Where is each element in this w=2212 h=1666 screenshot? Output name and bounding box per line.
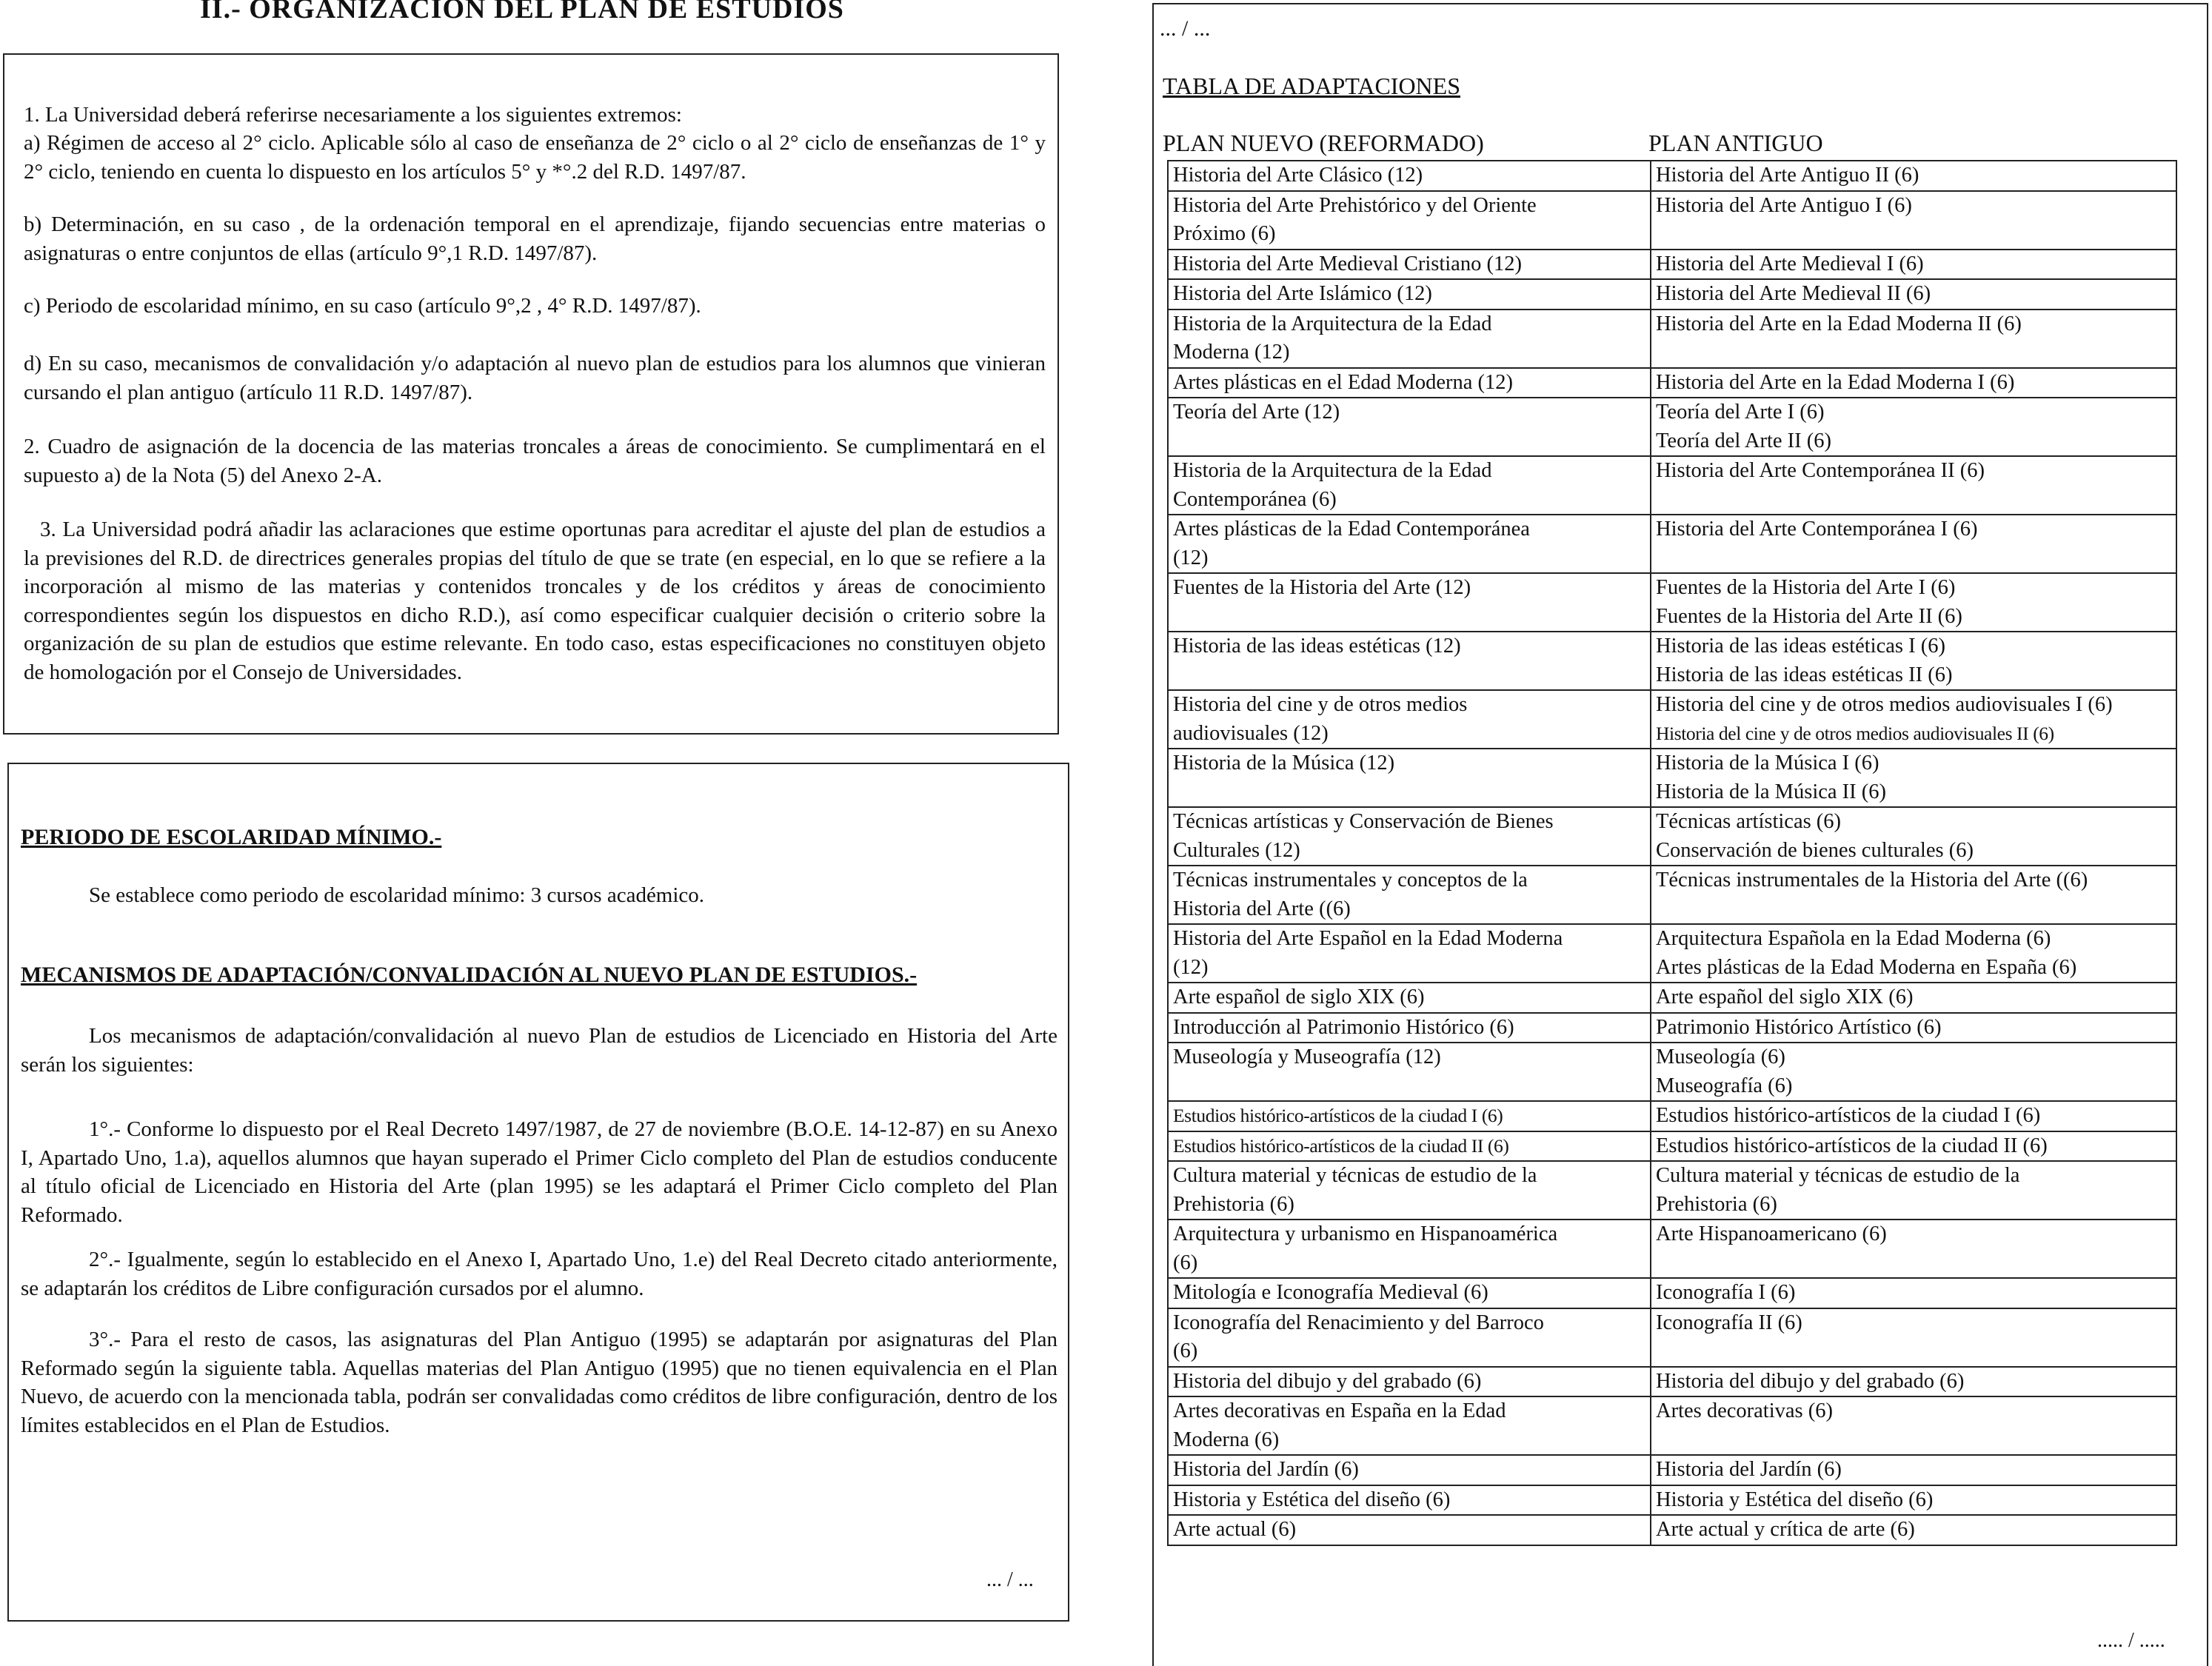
cell-line: Prehistoria (6)	[1656, 1192, 1777, 1216]
cell-plan-nuevo	[1168, 1367, 1651, 1397]
table-row	[1168, 1308, 2176, 1367]
periodo-heading: PERIODO DE ESCOLARIDAD MÍNIMO.-	[21, 825, 442, 849]
table-row	[1168, 1043, 2176, 1101]
cell-line: Técnicas artísticas (6)	[1656, 810, 1842, 833]
cell-plan-nuevo	[1168, 1455, 1651, 1485]
mecanismos-item-3: 3°.- Para el resto de casos, las asignaturas del Plan Antiguo (1995) se adaptarán por asignaturas del Plan Reformado según la siguiente tabla. Aquellas materias del Plan Antiguo (1995) que no tienen equivalencia en el Plan Nuevo, de acuerdo con la mencionada tabla, podrán ser convalidadas como créditos de libre configuración, dentro de los límites establecidos en el Plan de Estudios.	[21, 1328, 1057, 1437]
table-row	[1168, 807, 2176, 866]
cell-line: Estudios histórico-artísticos de la ciudad I (6)	[1173, 1105, 1503, 1126]
table-row	[1168, 573, 2176, 632]
cell-line: Historia del cine y de otros medios audiovisuales II (6)	[1656, 722, 2054, 744]
cell-line: Artes plásticas en el Edad Moderna (12)	[1173, 370, 1514, 394]
cell-plan-nuevo	[1168, 1220, 1651, 1278]
cell-plan-nuevo	[1168, 1308, 1651, 1367]
cell-line: Museografía (6)	[1656, 1074, 1793, 1097]
cell-line: Técnicas artísticas y Conservación de Bienes	[1173, 810, 1554, 833]
cell-plan-antiguo	[1651, 807, 2176, 866]
cell-plan-antiguo	[1651, 983, 2176, 1013]
table-row	[1168, 456, 2176, 515]
cell-plan-antiguo	[1651, 1308, 2176, 1367]
cell-line: Estudios histórico-artísticos de la ciudad II (6)	[1173, 1134, 1509, 1157]
cell-plan-nuevo	[1168, 1515, 1651, 1545]
cell-plan-antiguo	[1651, 1013, 2176, 1043]
cell-line: Técnicas instrumentales de la Historia del Arte ((6)	[1656, 869, 2088, 891]
cell-plan-antiguo	[1651, 515, 2176, 573]
cell-line: Iconografía del Renacimiento y del Barroco	[1173, 1311, 1544, 1334]
cell-line: (6)	[1173, 1251, 1198, 1274]
table-row	[1168, 983, 2176, 1013]
cell-line: Arquitectura y urbanismo en Hispanoamérica	[1173, 1222, 1558, 1245]
cell-plan-antiguo	[1651, 924, 2176, 983]
table-row	[1168, 250, 2176, 280]
cell-line: Cultura material y técnicas de estudio de la	[1656, 1164, 2020, 1187]
table-row	[1168, 368, 2176, 398]
cell-line: Artes decorativas (6)	[1656, 1399, 1833, 1422]
cell-plan-nuevo	[1168, 368, 1651, 398]
cell-plan-antiguo	[1651, 632, 2176, 690]
cell-line: Teoría del Arte (12)	[1173, 401, 1340, 424]
cell-line: Historia de las ideas estéticas II (6)	[1656, 663, 1953, 686]
cell-plan-antiguo	[1651, 250, 2176, 280]
cell-line: Técnicas instrumentales y conceptos de la	[1173, 869, 1528, 891]
cell-plan-nuevo	[1168, 866, 1651, 924]
table-row	[1168, 191, 2176, 250]
cell-line: Historia del Jardín (6)	[1173, 1458, 1359, 1481]
cell-plan-antiguo	[1651, 690, 2176, 749]
cell-plan-nuevo	[1168, 1161, 1651, 1220]
table-row	[1168, 1396, 2176, 1455]
cell-plan-antiguo	[1651, 1278, 2176, 1308]
table-row	[1168, 1161, 2176, 1220]
note-1-c: c) Periodo de escolaridad mínimo, en su caso (artículo 9°,2 , 4° R.D. 1497/87).	[24, 294, 701, 318]
cell-plan-nuevo	[1168, 279, 1651, 310]
cell-plan-antiguo	[1651, 1220, 2176, 1278]
cell-line: Arte Hispanoamericano (6)	[1656, 1222, 1887, 1245]
table-row	[1168, 1485, 2176, 1516]
cell-line: Artes plásticas de la Edad Contemporánea	[1173, 518, 1530, 541]
cell-plan-nuevo	[1168, 632, 1651, 690]
cell-line: Artes plásticas de la Edad Moderna en España (6)	[1656, 955, 2077, 979]
periodo-text: Se establece como periodo de escolaridad mínimo: 3 cursos académico.	[89, 883, 705, 907]
cell-line: Historia de las ideas estéticas I (6)	[1656, 635, 1945, 658]
adaptation-table	[1167, 160, 2177, 1546]
instructions-box	[3, 53, 1059, 735]
cell-plan-antiguo	[1651, 456, 2176, 515]
cell-plan-antiguo	[1651, 368, 2176, 398]
cell-line: Historia del Arte Islámico (12)	[1173, 282, 1432, 305]
cell-plan-nuevo	[1168, 1043, 1651, 1101]
cell-line: audiovisuales (12)	[1173, 721, 1329, 745]
table-row	[1168, 1101, 2176, 1131]
cell-line: Historia del cine y de otros medios audiovisuales I (6)	[1656, 693, 2113, 716]
cell-line: Historia de la Música I (6)	[1656, 752, 1879, 775]
table-row	[1168, 632, 2176, 690]
cell-line: Historia del Arte Prehistórico y del Oriente	[1173, 193, 1537, 217]
header-plan-antiguo: PLAN ANTIGUO	[1648, 130, 1823, 156]
cell-plan-antiguo	[1651, 1455, 2176, 1485]
cell-line: Conservación de bienes culturales (6)	[1656, 838, 1974, 862]
cell-plan-antiguo	[1651, 1485, 2176, 1516]
cell-plan-nuevo	[1168, 398, 1651, 456]
cell-line: Historia de la Música (12)	[1173, 752, 1395, 775]
cell-plan-nuevo	[1168, 456, 1651, 515]
cell-plan-antiguo	[1651, 1161, 2176, 1220]
cell-plan-antiguo	[1651, 1367, 2176, 1397]
cell-line: Cultura material y técnicas de estudio de la	[1173, 1164, 1537, 1187]
cell-plan-antiguo	[1651, 1396, 2176, 1455]
table-row	[1168, 310, 2176, 368]
cell-line: Arte español del siglo XIX (6)	[1656, 986, 1914, 1008]
adaptation-box	[7, 763, 1069, 1622]
cell-line: Artes decorativas en España en la Edad	[1173, 1399, 1506, 1422]
cell-line: Arte actual y crítica de arte (6)	[1656, 1518, 1915, 1541]
cell-plan-nuevo	[1168, 1485, 1651, 1516]
cell-plan-nuevo	[1168, 1278, 1651, 1308]
cell-plan-nuevo	[1168, 161, 1651, 191]
cell-line: Historia de la Arquitectura de la Edad	[1173, 459, 1492, 482]
cell-line: (12)	[1173, 955, 1209, 979]
cell-line: Teoría del Arte I (6)	[1656, 401, 1825, 424]
cell-line: Contemporánea (6)	[1173, 487, 1337, 511]
cell-plan-antiguo	[1651, 310, 2176, 368]
table-row	[1168, 279, 2176, 310]
cell-plan-nuevo	[1168, 924, 1651, 983]
cell-line: Historia del Arte Contemporánea II (6)	[1656, 459, 1985, 482]
cell-line: Estudios histórico-artísticos de la ciudad I (6)	[1656, 1104, 2041, 1127]
cell-plan-antiguo	[1651, 1131, 2176, 1162]
cell-plan-antiguo	[1651, 749, 2176, 807]
cell-plan-antiguo	[1651, 161, 2176, 191]
cell-plan-antiguo	[1651, 1515, 2176, 1545]
table-row	[1168, 1455, 2176, 1485]
table-row	[1168, 1131, 2176, 1162]
mecanismos-heading: MECANISMOS DE ADAPTACIÓN/CONVALIDACIÓN AL NUEVO PLAN DE ESTUDIOS.-	[21, 963, 918, 987]
cell-line: Arquitectura Española en la Edad Moderna (6)	[1656, 927, 2051, 950]
note-1-a: a) Régimen de acceso al 2° ciclo. Aplicable sólo al caso de enseñanza de 2° ciclo o al 2° ciclo de enseñanzas de 1° y 2° ciclo, teniendo en cuenta lo dispuesto en los artículos 5° y *°.2 del R.D. 1497/87.	[24, 131, 1046, 184]
table-row	[1168, 1220, 2176, 1278]
cell-line: Iconografía I (6)	[1656, 1281, 1796, 1304]
cell-line: Historia del Arte en la Edad Moderna I (6)	[1656, 370, 2015, 394]
note-1-b: b) Determinación, en su caso , de la ordenación temporal en el aprendizaje, fijando secuencias entre materias o asignaturas o entre conjuntos de ellas (artículo 9°,1 R.D. 1497/87).	[24, 213, 1046, 265]
cell-line: Historia del Arte Español en la Edad Moderna	[1173, 927, 1563, 950]
cell-line: Próximo (6)	[1173, 222, 1276, 245]
cell-line: Moderna (12)	[1173, 341, 1290, 364]
cell-line: Culturales (12)	[1173, 838, 1300, 862]
cell-line: (12)	[1173, 546, 1209, 569]
cell-plan-nuevo	[1168, 1101, 1651, 1131]
table-row	[1168, 924, 2176, 983]
cell-line: Historia y Estética del diseño (6)	[1173, 1488, 1451, 1511]
page-title: II.- ORGANIZACION DEL PLAN DE ESTUDIOS	[200, 0, 844, 24]
cell-plan-nuevo	[1168, 1013, 1651, 1043]
cell-line: Historia de la Arquitectura de la Edad	[1173, 312, 1492, 335]
cell-line: Historia del dibujo y del grabado (6)	[1656, 1369, 1965, 1393]
cell-line: Historia del Arte Antiguo I (6)	[1656, 193, 1912, 217]
cell-line: (6)	[1173, 1339, 1198, 1362]
cell-line: Mitología e Iconografía Medieval (6)	[1173, 1281, 1488, 1304]
mecanismos-item-2: 2°.- Igualmente, según lo establecido en el Anexo I, Apartado Uno, 1.e) del Real Decreto citado anteriormente, se adaptarán los créditos de Libre configuración cursados por el alumno.	[21, 1248, 1057, 1300]
cell-line: Patrimonio Histórico Artístico (6)	[1656, 1015, 1942, 1039]
cell-line: Fuentes de la Historia del Arte I (6)	[1656, 576, 1956, 599]
cell-plan-antiguo	[1651, 573, 2176, 632]
cell-line: Estudios histórico-artísticos de la ciudad II (6)	[1656, 1134, 2048, 1157]
cell-line: Historia del Arte ((6)	[1173, 897, 1351, 920]
cell-plan-nuevo	[1168, 983, 1651, 1013]
table-row	[1168, 1013, 2176, 1043]
cell-line: Historia de la Música II (6)	[1656, 780, 1887, 803]
cell-plan-nuevo	[1168, 191, 1651, 250]
cell-line: Introducción al Patrimonio Histórico (6)	[1173, 1015, 1514, 1039]
cell-line: Historia del Arte Medieval II (6)	[1656, 282, 1931, 305]
continuation-mark: ... / ...	[986, 1568, 1034, 1591]
cell-line: Historia del dibujo y del grabado (6)	[1173, 1369, 1482, 1393]
cell-plan-nuevo	[1168, 250, 1651, 280]
table-row	[1168, 866, 2176, 924]
note-1-d: d) En su caso, mecanismos de convalidación y/o adaptación al nuevo plan de estudios para los alumnos que vinieran cursando el plan antiguo (artículo 11 R.D. 1497/87).	[24, 352, 1046, 404]
cell-line: Historia del Arte en la Edad Moderna II (6)	[1656, 312, 2022, 335]
cell-plan-nuevo	[1168, 515, 1651, 573]
table-row	[1168, 690, 2176, 749]
cell-line: Fuentes de la Historia del Arte (12)	[1173, 576, 1471, 599]
cell-line: Prehistoria (6)	[1173, 1192, 1294, 1216]
cell-plan-nuevo	[1168, 690, 1651, 749]
table-row	[1168, 515, 2176, 573]
table-row	[1168, 1515, 2176, 1545]
table-row	[1168, 1367, 2176, 1397]
note-3: 3. La Universidad podrá añadir las aclaraciones que estime oportunas para acreditar el ajuste del plan de estudios a la previsiones del R.D. de directrices generales propias del título de que se trate (en especial, en lo que se refiere a la incorporación al mismo de las materias y contenidos troncales y de los créditos y áreas de conocimiento correspondientes según los dispuestos en dicho R.D.), así como especificar cualquier decisión o criterio sobre la organización de su plan de estudios que estime relevante. En todo caso, estas especificaciones no constituyen objeto de homologación por el Consejo de Universidades.	[24, 518, 1046, 684]
cell-plan-antiguo	[1651, 1101, 2176, 1131]
note-2: 2. Cuadro de asignación de la docencia de las materias troncales a áreas de conocimiento. Se cumplimentará en el supuesto a) de la Nota (5) del Anexo 2-A.	[24, 435, 1046, 487]
header-plan-nuevo: PLAN NUEVO (REFORMADO)	[1163, 130, 1484, 156]
table-row	[1168, 749, 2176, 807]
cell-plan-antiguo	[1651, 1043, 2176, 1101]
cell-line: Historia del Arte Contemporánea I (6)	[1656, 518, 1978, 541]
cell-plan-nuevo	[1168, 573, 1651, 632]
note-1-intro: 1. La Universidad deberá referirse necesariamente a los siguientes extremos:	[24, 103, 682, 127]
cell-line: Historia y Estética del diseño (6)	[1656, 1488, 1934, 1511]
cell-line: Teoría del Arte II (6)	[1656, 429, 1831, 452]
table-row	[1168, 398, 2176, 456]
cell-line: Historia del cine y de otros medios	[1173, 693, 1468, 716]
mecanismos-item-1: 1°.- Conforme lo dispuesto por el Real Decreto 1497/1987, de 27 de noviembre (B.O.E. 14-12-87) en su Anexo I, Apartado Uno, 1.a), aquellos alumnos que hayan superado el Primer Ciclo completo del Plan de estudios conducente al título oficial de Licenciado en Historia del Arte (plan 1995) se les adaptará el Primer Ciclo completo del Plan Reformado.	[21, 1117, 1057, 1227]
cell-plan-nuevo	[1168, 1131, 1651, 1162]
cell-line: Museología (6)	[1656, 1046, 1785, 1068]
cell-line: Arte actual (6)	[1173, 1518, 1297, 1541]
cell-plan-antiguo	[1651, 191, 2176, 250]
cell-line: Historia del Arte Antiguo II (6)	[1656, 164, 1919, 187]
cell-plan-nuevo	[1168, 1396, 1651, 1455]
cell-plan-antiguo	[1651, 398, 2176, 456]
table-row	[1168, 1278, 2176, 1308]
cell-line: Historia del Jardín (6)	[1656, 1458, 1842, 1481]
cell-plan-nuevo	[1168, 749, 1651, 807]
cell-plan-antiguo	[1651, 279, 2176, 310]
continuation-bottom: ..... / .....	[2097, 1629, 2165, 1652]
cell-line: Historia de las ideas estéticas (12)	[1173, 635, 1461, 658]
cell-line: Arte español de siglo XIX (6)	[1173, 986, 1425, 1008]
cell-line: Historia del Arte Clásico (12)	[1173, 164, 1423, 187]
cell-line: Historia del Arte Medieval I (6)	[1656, 252, 1924, 275]
cell-line: Museología y Museografía (12)	[1173, 1046, 1441, 1068]
table-row	[1168, 161, 2176, 191]
cell-line: Historia del Arte Medieval Cristiano (12)	[1173, 252, 1522, 275]
cell-plan-antiguo	[1651, 866, 2176, 924]
table-title: TABLA DE ADAPTACIONES	[1163, 73, 1460, 99]
cell-line: Moderna (6)	[1173, 1428, 1280, 1451]
continuation-top: ... / ...	[1160, 16, 1211, 41]
cell-plan-nuevo	[1168, 310, 1651, 368]
cell-line: Iconografía II (6)	[1656, 1311, 1802, 1334]
cell-plan-nuevo	[1168, 807, 1651, 866]
mecanismos-intro: Los mecanismos de adaptación/convalidación al nuevo Plan de estudios de Licenciado en Historia del Arte serán los siguientes:	[21, 1024, 1057, 1077]
cell-line: Fuentes de la Historia del Arte II (6)	[1656, 604, 1962, 628]
